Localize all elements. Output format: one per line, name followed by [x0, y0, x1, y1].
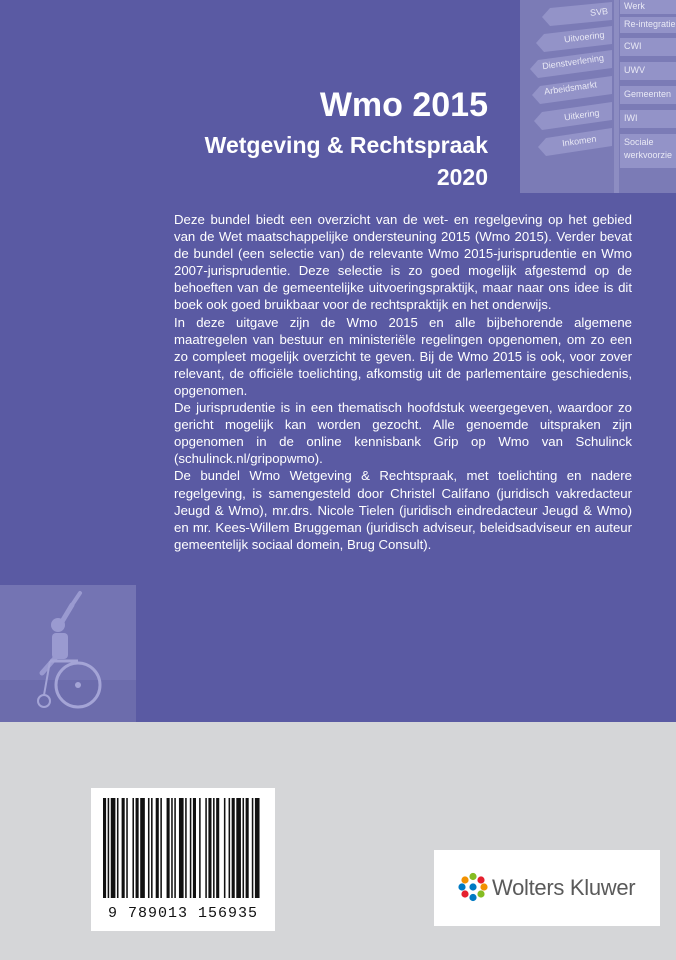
barcode-bar	[122, 798, 125, 898]
sign-label: Re-integratie	[624, 19, 676, 29]
barcode-bar	[208, 798, 211, 898]
sign-label: Arbeidsmarkt	[543, 79, 598, 97]
wheelchair-illustration	[0, 585, 136, 722]
barcode-bar	[179, 798, 184, 898]
sign-label: UWV	[624, 65, 645, 75]
book-title: Wmo 2015	[319, 86, 488, 124]
barcode-bar	[185, 798, 187, 898]
barcode-bar	[252, 798, 254, 898]
barcode-bar	[199, 798, 201, 898]
barcode-bar	[156, 798, 159, 898]
barcode-bar	[117, 798, 119, 898]
barcode-bar	[151, 798, 153, 898]
sign-label: werkvoorzie	[624, 150, 673, 160]
barcode-bar	[193, 798, 196, 898]
sign-label: Inkomen	[561, 133, 598, 149]
sign-label: CWI	[624, 41, 642, 51]
barcode-bars	[101, 798, 265, 902]
barcode-bar	[174, 798, 176, 898]
barcode-bar	[205, 798, 207, 898]
barcode-bar	[171, 798, 173, 898]
barcode-bar	[160, 798, 162, 898]
back-cover-blurb	[174, 211, 632, 553]
wolters-kluwer-logo-icon	[458, 872, 488, 902]
barcode-bar	[216, 798, 219, 898]
barcode-bar	[111, 798, 116, 898]
barcode-bar	[136, 798, 139, 898]
barcode	[91, 788, 275, 931]
isbn-number: 9 789013 156935	[107, 905, 259, 922]
sign-label: Uitkering	[563, 107, 601, 123]
sign-label: Dienstverlening	[541, 52, 605, 72]
barcode-bar	[108, 798, 110, 898]
barcode-bar	[167, 798, 170, 898]
signpost-photo	[520, 0, 676, 193]
sign-label: IWI	[624, 113, 638, 123]
blurb-paragraph: In deze uitgave zijn de Wmo 2015 en alle bijbehorende algemene maatregelen van bestuur en ministeriële regelingen opgenomen, om zo een zo compleet mogelijk overzicht te geven. Bij de Wmo 2015 is ook, voor zover relevant, de officiële toelichting, afkomstig uit de parlementaire geschiedenis, opgenomen.	[174, 314, 632, 398]
barcode-bar	[213, 798, 215, 898]
blurb-paragraph: De bundel Wmo Wetgeving & Rechtspraak, met toelichting en nadere regelgeving, is samengesteld door Christel Califano (juridisch vakredacteur Jeugd & Wmo), mr.drs. Nicole Tielen (juridisch eindredacteur Jeugd & Wmo) en mr. Kees-Willem Bruggeman (juridisch adviseur, beleidsadviseur en auteur gemeentelijk sociaal domein, Brug Consult).	[174, 468, 632, 552]
blurb-paragraph: Deze bundel biedt een overzicht van de wet- en regelgeving op het gebied van de Wet maatschappelijke ondersteuning 2015 (Wmo 2015). Verder bevat de bundel (een selectie van) de relevante Wmo 2015-jurisprudentie en Wmo 2007-jurisprudentie. Deze selectie is zo goed mogelijk afgestemd op de behoeften van de gemeentelijke uitvoeringspraktijk, maar naar ons idee is dit boek ook goed bruikbaar voor de rechtspraktijk en het onderwijs.	[174, 212, 632, 313]
sign-label: Uitvoering	[563, 29, 605, 45]
book-subtitle: Wetgeving & Rechtspraak	[204, 132, 488, 158]
barcode-bar	[103, 798, 106, 898]
publisher-name: Wolters Kluwer	[492, 875, 636, 900]
sign-label: Gemeenten	[624, 89, 672, 99]
barcode-bar	[236, 798, 241, 898]
barcode-bar	[190, 798, 192, 898]
sign-label: SVB	[589, 6, 609, 18]
barcode-bar	[232, 798, 235, 898]
barcode-bar	[255, 798, 260, 898]
barcode-bar	[243, 798, 245, 898]
barcode-bar	[229, 798, 231, 898]
barcode-bar	[132, 798, 134, 898]
barcode-bar	[246, 798, 249, 898]
barcode-bar	[224, 798, 226, 898]
title-block	[205, 84, 488, 192]
publisher-logo-box	[434, 850, 660, 926]
sign-label: Sociale	[624, 137, 654, 147]
blurb-paragraph: De jurisprudentie is in een thematisch hoofdstuk weergegeven, waardoor zo gericht mogelijk kan worden gezocht. Alle genoemde uitspraken zijn opgenomen in de online kennisbank Grip op Wmo van Schulinck (schulinck.nl/gripopwmo).	[174, 400, 632, 467]
wheelchair-photo	[0, 585, 136, 722]
barcode-bar	[148, 798, 150, 898]
sign-label: Werk	[624, 1, 645, 11]
barcode-bar	[126, 798, 128, 898]
barcode-bar	[140, 798, 145, 898]
edition-year: 2020	[436, 164, 488, 190]
